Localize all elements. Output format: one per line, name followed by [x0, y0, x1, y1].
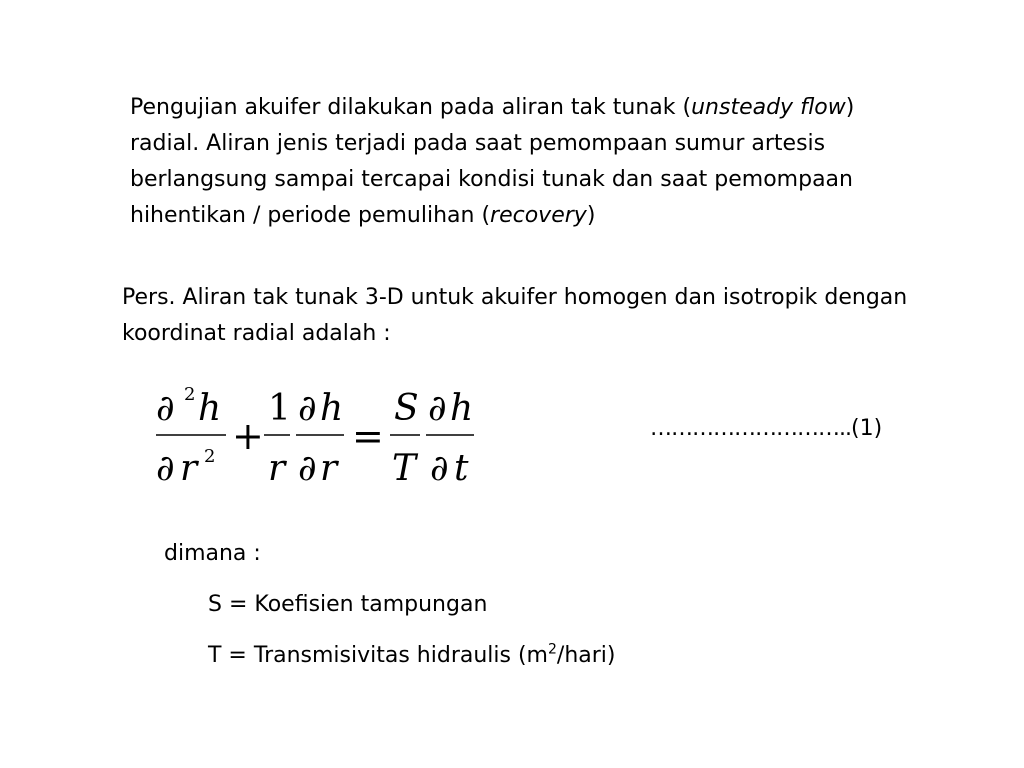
eq-t2-den-r: r [268, 448, 286, 489]
eq-plus: + [232, 414, 264, 458]
eq-t4-den-t: T [392, 448, 417, 489]
eq-t5-den-t: t [454, 448, 469, 489]
intro-term-recovery: recovery [490, 203, 587, 228]
intro-text-2: ) radial. Aliran jenis terjadi pada saat pemompaan sumur artesis berlangsung sampai tercapai kondisi tunak dan saat pemompaan hihentikan / periode pemulihan ( [130, 95, 855, 228]
eq-t1-den-r: r [180, 448, 198, 489]
eq-t5-num-partial: ∂ [428, 388, 447, 429]
eq-t1-num-exp: 2 [184, 384, 196, 405]
eq-t3-den-partial: ∂ [298, 448, 317, 489]
eq-t5-num-h: h [450, 388, 474, 429]
definition-t-text: T = Transmisivitas hidraulis (m [208, 643, 548, 668]
eq-t4-num-s: S [394, 388, 419, 429]
definition-t-unit-suffix: /hari) [556, 643, 616, 668]
intro-paragraph [130, 90, 930, 234]
equation-number-label: (1) [851, 416, 883, 441]
radial-flow-equation [148, 378, 488, 502]
intro-term-unsteady-flow: unsteady flow [691, 95, 846, 120]
definition-t-exponent: 2 [548, 641, 557, 658]
eq-equals: = [352, 414, 384, 458]
equation-leader-dots: ……………………….. [650, 416, 851, 441]
eq-t3-den-r: r [320, 448, 338, 489]
eq-t1-den-partial: ∂ [156, 448, 175, 489]
definition-s: S = Koefisien tampungan [208, 592, 488, 617]
eq-t3-num-h: h [320, 388, 344, 429]
definition-t [208, 641, 616, 671]
where-label: dimana : [164, 541, 261, 566]
equation-graphic [148, 378, 488, 502]
equation-number [650, 414, 882, 444]
eq-t1-num-h: h [198, 388, 222, 429]
intro-text-1: Pengujian akuifer dilakukan pada aliran tak tunak ( [130, 95, 692, 120]
intro-text-3: ) [586, 203, 596, 228]
eq-t3-num-partial: ∂ [298, 388, 317, 429]
equation-intro-paragraph: Pers. Aliran tak tunak 3-D untuk akuifer homogen dan isotropik dengan koordinat radial adalah : [122, 285, 908, 346]
eq-t1-num-partial: ∂ [156, 388, 175, 429]
eq-t2-num-one: 1 [268, 388, 291, 429]
eq-t5-den-partial: ∂ [430, 448, 449, 489]
eq-t1-den-exp: 2 [204, 446, 216, 467]
